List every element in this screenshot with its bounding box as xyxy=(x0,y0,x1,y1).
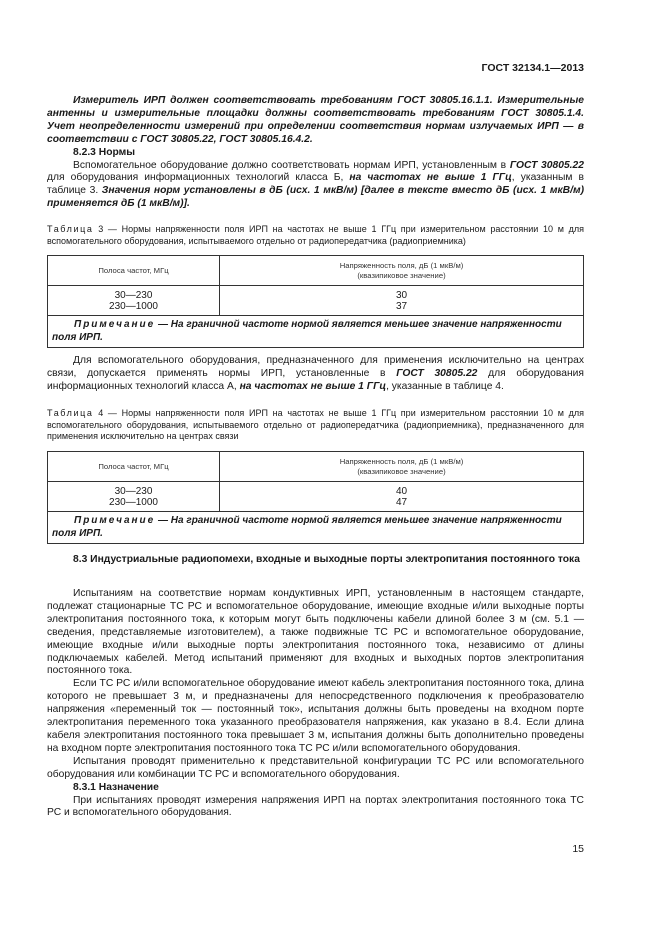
table4-band-0: 30—230 xyxy=(114,485,153,497)
table3-band-cell xyxy=(48,286,220,316)
table4-band-1: 230—1000 xyxy=(109,496,158,508)
document-header: ГОСТ 32134.1—2013 xyxy=(481,62,584,74)
table3-header-row xyxy=(48,256,584,286)
table4-band-cell xyxy=(48,482,220,512)
table4-col-band: Полоса частот, МГц xyxy=(48,452,220,482)
intro-paragraph: Измеритель ИРП должен соответствовать требованиям ГОСТ 30805.16.1.1. Измерительные антенны и измерительные площадки должны соответствовать требованиям ГОСТ 30805.1.4. Учет неопределенности измерений при определении соответствия нормам излучаемых ИРП — в соответствии с ГОСТ 30805.22, ГОСТ 30805.16.4.2. xyxy=(47,95,584,145)
table4-note-row xyxy=(48,512,584,544)
table3-col-value xyxy=(220,256,584,286)
text-run-standard-ref: ГОСТ 30805.22 xyxy=(509,159,584,171)
text-run-standard-ref: ГОСТ 30805.22 xyxy=(396,367,478,379)
table3-value-0: 30 xyxy=(395,289,408,301)
section-heading-8-3-1: 8.3.1 Назначение xyxy=(73,781,159,793)
table3-note-title: Примечание xyxy=(74,319,156,330)
page-number: 15 xyxy=(572,843,584,855)
table4-value-cell xyxy=(220,482,584,512)
table4-value-0: 40 xyxy=(395,485,408,497)
table3-value-1: 37 xyxy=(395,300,408,312)
table4 xyxy=(47,451,584,544)
text-run: , указанным в таблице 3. xyxy=(47,172,584,197)
table4-caption xyxy=(47,408,584,443)
table4-caption-word: Таблица xyxy=(47,408,94,418)
paragraph-8-3-1-purpose: При испытаниях проводят измерения напряжения ИРП на портах электропитания постоянного тока ТС РС и вспомогательного оборудования. xyxy=(47,794,584,819)
table4-caption-text: 4 — Нормы напряженности поля ИРП на частотах не выше 1 ГГц при измерительном расстоянии 10 м для вспомогательного оборудования, испытываемого отдельно от радиопередатчика (радиоприемника), предназначенного для применения исключительно на центрах связи xyxy=(47,408,584,442)
table3-caption-text: 3 — Нормы напряженности поля ИРП на частотах не выше 1 ГГц при измерительном расстоянии 10 м для вспомогательного оборудования, испытываемого отдельно от радиопередатчика (радиоприемника) xyxy=(47,224,584,246)
text-run: Для вспомогательного оборудования, предназначенного для применения исключительно на центрах связи, допускается применять нормы ИРП, установленные в xyxy=(47,355,584,379)
table-row xyxy=(48,286,584,316)
table4-col-value xyxy=(220,452,584,482)
table4-value-1: 47 xyxy=(395,496,408,508)
table4-header-row xyxy=(48,452,584,482)
table3-col-band: Полоса частот, МГц xyxy=(48,256,220,286)
table3-note xyxy=(48,316,584,348)
text-run: для оборудования информационных технологий класса А, xyxy=(47,367,585,392)
text-run: Вспомогательное оборудование должно соответствовать нормам ИРП, установленным в xyxy=(73,159,510,171)
table3-caption-word: Таблица xyxy=(47,224,94,234)
table3-value-cell xyxy=(220,286,584,316)
paragraph-8-2-3 xyxy=(47,160,584,212)
table3-note-text: — На граничной частоте нормой является меньшее значение напряженности поля ИРП. xyxy=(52,319,562,343)
paragraph-8-3-3: Испытания проводят применительно к представительной конфигурации ТС РС или вспомогательного оборудования или комбинации ТС РС и вспомогательного оборудования. xyxy=(47,755,584,780)
table3-caption xyxy=(47,224,584,247)
table3-band-0: 30—230 xyxy=(114,289,153,301)
table3-band-1: 230—1000 xyxy=(109,300,158,312)
table3-col-value-line2: (квазипиковое значение) xyxy=(357,270,446,280)
text-run-frequency: на частотах не выше 1 ГГц xyxy=(349,172,512,184)
section-heading-8-2-3: 8.2.3 Нормы xyxy=(73,146,136,158)
table4-note-text: — На граничной частоте нормой является меньшее значение напряженности поля ИРП. xyxy=(52,515,562,539)
text-run-units-note: Значения норм установлены в дБ (исх. 1 мкВ/м) [далее в тексте вместо дБ (исх. 1 мкВ/м) применяется дБ (1 мкВ/м)]. xyxy=(47,185,585,210)
section-heading-8-3: 8.3 Индустриальные радиопомехи, входные и выходные порты электропитания постоянного тока xyxy=(73,554,580,565)
paragraph-centers xyxy=(47,355,584,394)
table3-col-value-line1: Напряженность поля, дБ (1 мкВ/м) xyxy=(339,260,464,270)
table3-note-row xyxy=(48,316,584,348)
paragraph-8-3-2: Если ТС РС и/или вспомогательное оборудование имеют кабель электропитания постоянного тока, длина которого не превышает 3 м, и предназначены для непосредственного подключения к преобразователю напряжения «переменный ток — постоянный ток», испытания должны быть проведены на входном порте электропитания переменного тока указанного преобразователя напряжения, как указано в 8.4. Если длина кабеля электропитания постоянного тока превышает 3 м, испытания должны быть дополнительно проведены на входном порте электропитания постоянного тока ТС РС и/или вспомогательного оборудования. xyxy=(47,678,584,754)
text-run-frequency: на частотах не выше 1 ГГц xyxy=(239,380,387,392)
text-run: , указанные в таблице 4. xyxy=(386,380,504,392)
paragraph-8-3-1: Испытаниям на соответствие нормам кондуктивных ИРП, установленным в настоящем стандарте, подлежат стационарные ТС РС и вспомогательное оборудование, имеющие входные и/или выходные порты электропитания постоянного тока, к которым могут быть подключены кабели длиной более 3 м (см. 5.1 — сведения, представляемые изготовителем), а также подвижные ТС РС и вспомогательное оборудование, имеющие входные и/или выходные порты электропитания постоянного тока, независимо от длины подключаемых кабелей. Метод испытаний применяют для входных и выходных портов электропитания постоянного тока. xyxy=(47,588,584,677)
table4-note-title: Примечание xyxy=(74,515,156,526)
table4-col-value-line1: Напряженность поля, дБ (1 мкВ/м) xyxy=(339,456,464,466)
table3 xyxy=(47,255,584,348)
table4-col-value-line2: (квазипиковое значение) xyxy=(357,466,446,476)
table-row xyxy=(48,482,584,512)
text-run: для оборудования информационных технологий класса Б, xyxy=(47,172,350,184)
table4-note xyxy=(48,512,584,544)
